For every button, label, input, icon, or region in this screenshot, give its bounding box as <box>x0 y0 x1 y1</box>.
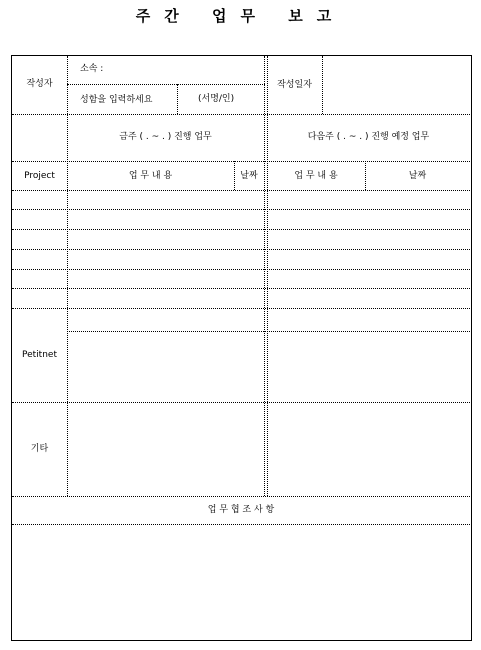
date-field[interactable] <box>334 64 464 104</box>
next-week-header: 다음주 ( . ~ . ) 진행 예정 업무 <box>307 132 430 142</box>
signature-label: (서명/인) <box>198 94 235 104</box>
this-week-header: 금주 ( . ~ . ) 진행 업무 <box>119 132 212 142</box>
row-divider <box>12 402 470 403</box>
row-divider <box>12 269 470 270</box>
col-divider <box>322 56 323 114</box>
cooperation-header: 업 무 협 조 사 항 <box>207 505 275 515</box>
petitnet-row-label: Petitnet <box>22 350 57 360</box>
task-content-header: 업 무 내 용 <box>128 171 173 181</box>
name-field[interactable]: 성함을 입력하세요 <box>80 95 153 105</box>
col-divider <box>177 84 178 114</box>
row-divider <box>12 209 470 210</box>
row-divider <box>12 496 470 497</box>
project-column-header: Project <box>24 171 55 181</box>
row-divider <box>12 524 470 525</box>
author-label: 작성자 <box>26 79 53 89</box>
date-label: 작성일자 <box>277 80 312 90</box>
row-divider <box>12 249 470 250</box>
department-label: 소속 : <box>80 64 104 74</box>
row-divider <box>67 331 470 332</box>
row-divider <box>12 229 470 230</box>
date-column-header: 날짜 <box>240 171 258 181</box>
cooperation-content-area[interactable] <box>16 530 466 635</box>
next-task-content-header: 업 무 내 용 <box>294 171 338 181</box>
page-title: 주간 업무 보고 <box>135 7 346 25</box>
row-divider <box>12 190 470 191</box>
other-row-label: 기타 <box>30 444 49 454</box>
col-divider <box>267 56 268 496</box>
report-form <box>11 55 472 641</box>
row-divider <box>12 308 470 309</box>
row-divider <box>12 114 470 115</box>
row-divider <box>12 161 470 162</box>
row-divider <box>12 288 470 289</box>
next-date-column-header: 날짜 <box>408 171 427 181</box>
col-divider <box>264 56 265 496</box>
row-divider <box>67 84 265 85</box>
col-divider <box>67 56 68 496</box>
